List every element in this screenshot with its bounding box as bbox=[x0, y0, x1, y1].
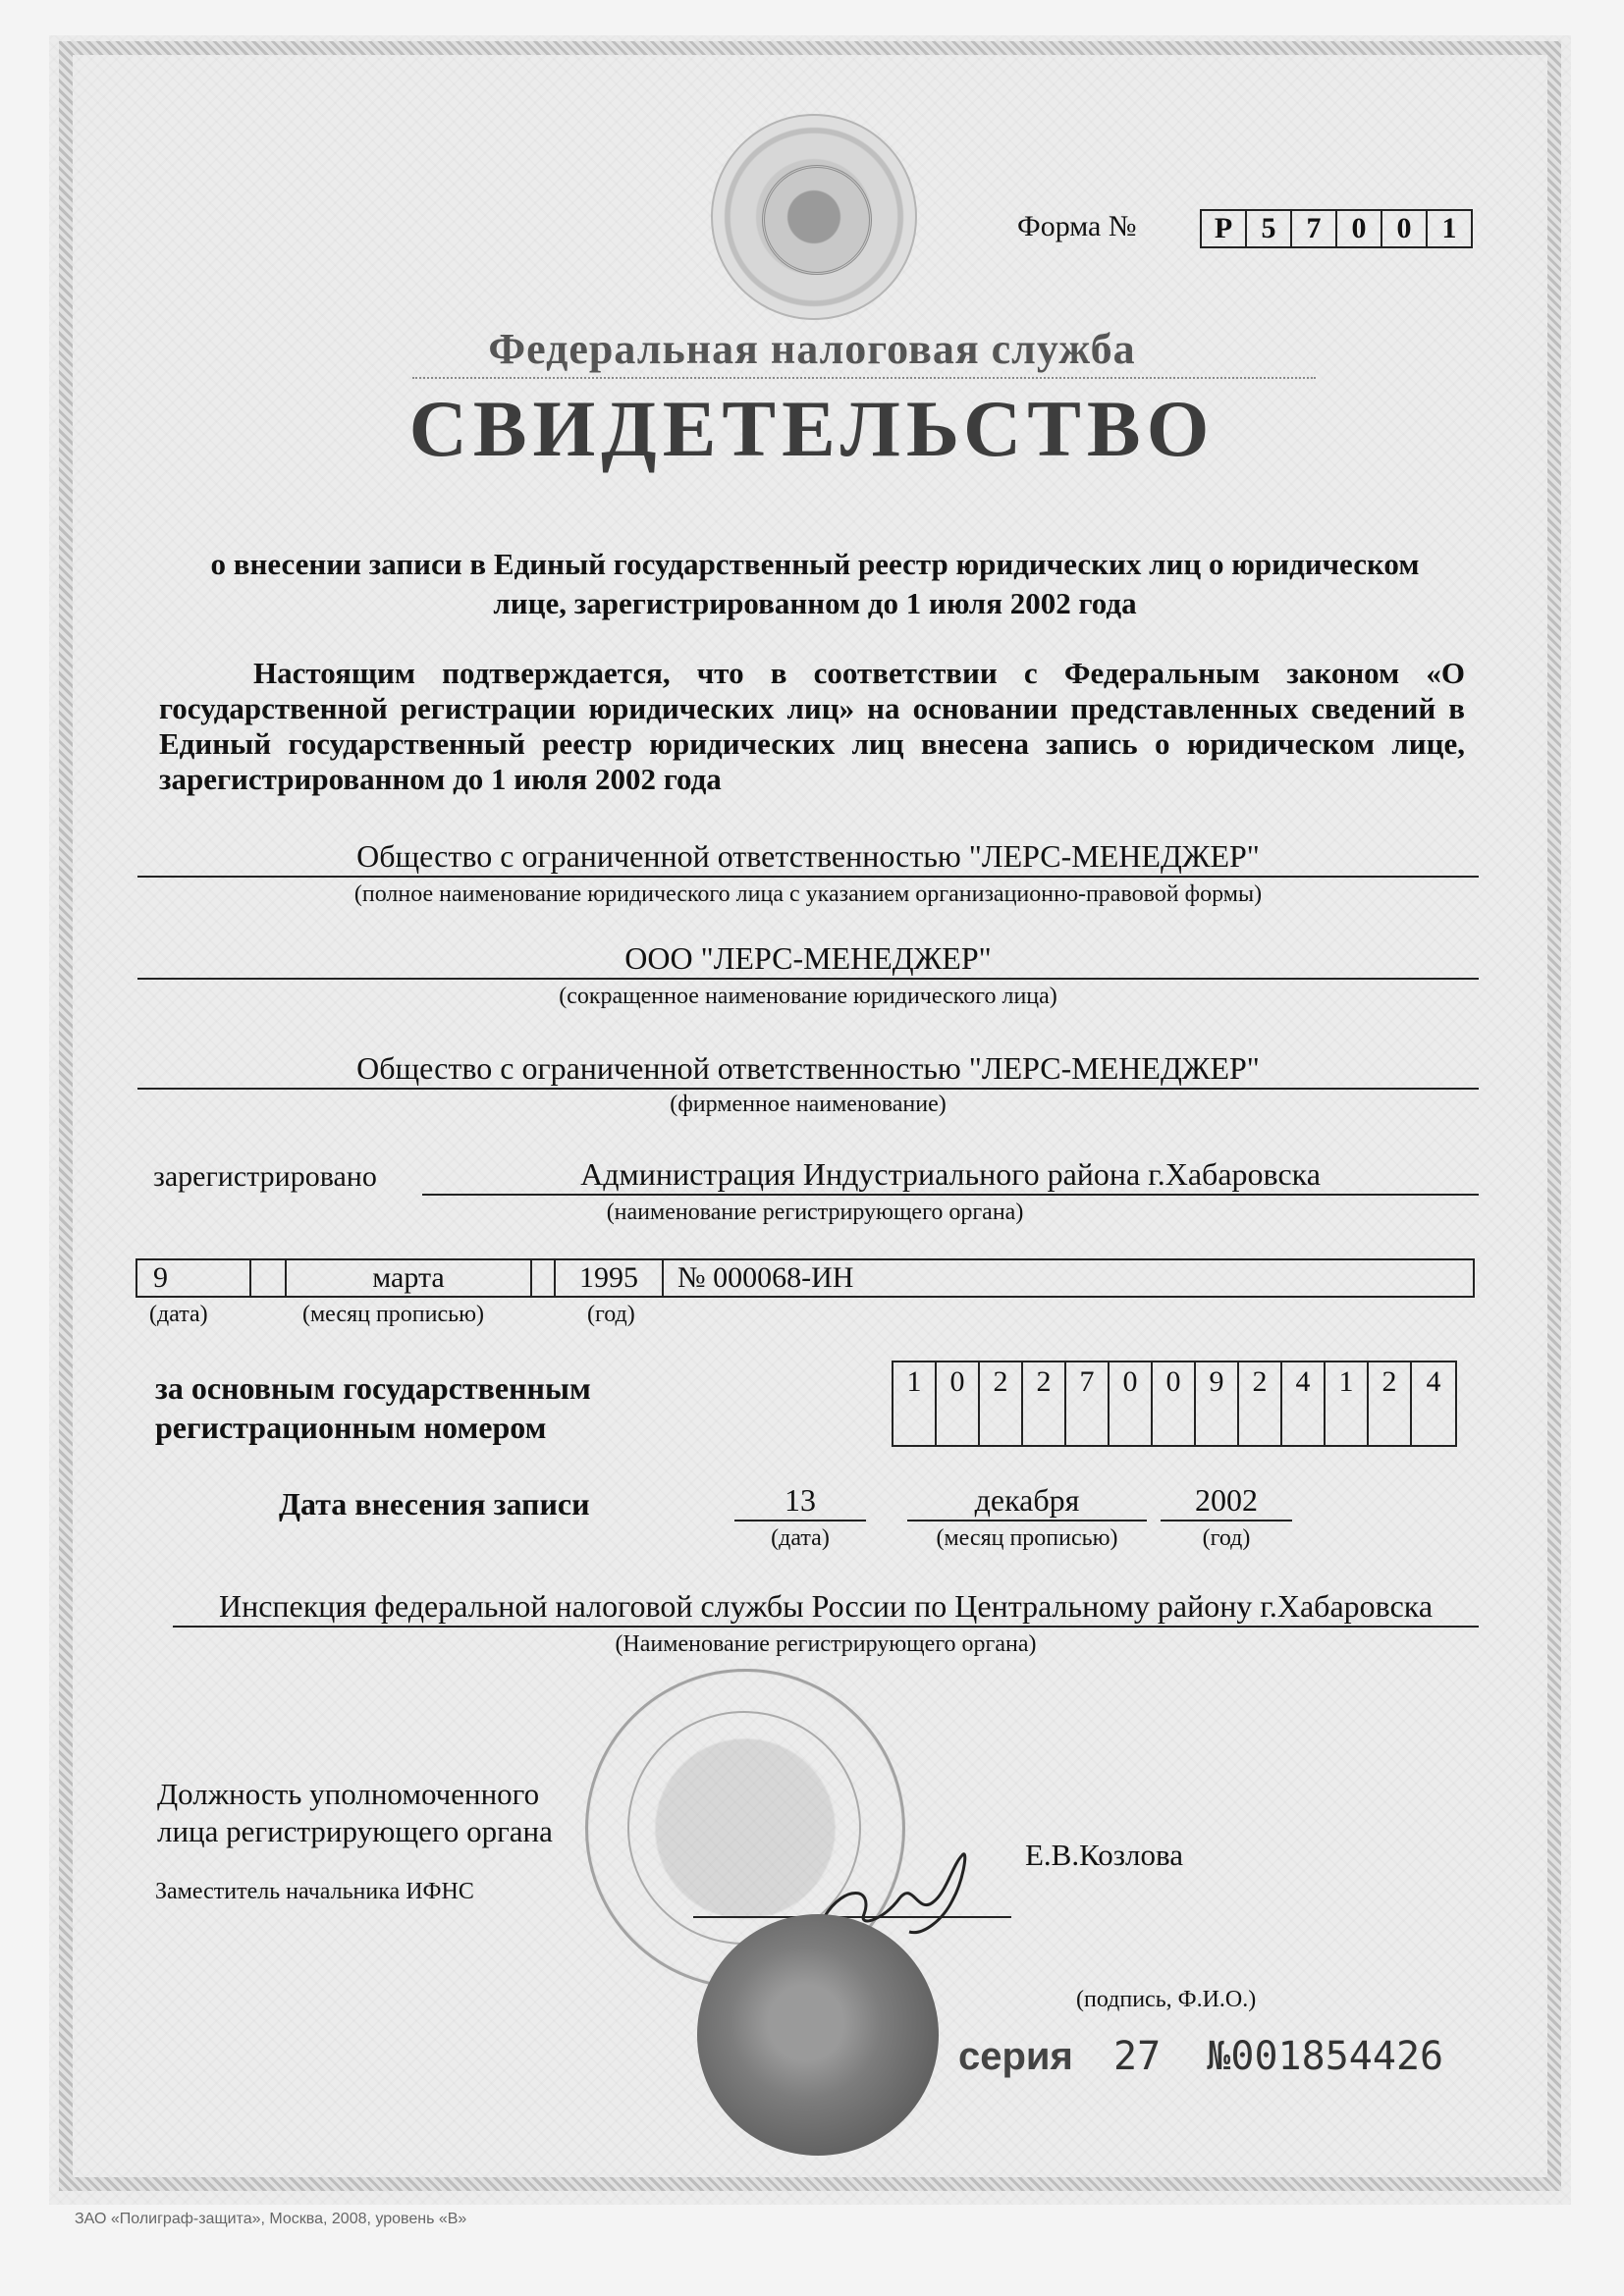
full-name-value: Общество с ограниченной ответственностью "ЛЕРС-МЕНЕДЖЕР" bbox=[137, 836, 1479, 878]
reg-year-caption: (год) bbox=[587, 1302, 635, 1327]
confirmation-paragraph: Настоящим подтверждается, что в соответствии с Федеральным законом «О государственной регистрации юридических лиц» на основании представленных сведений в Единый государственный реестр юридических лиц внесена запись о юридическом лице, зарегистрированном до 1 июля 2002 года bbox=[159, 656, 1465, 796]
date-spacer bbox=[532, 1260, 556, 1296]
agency-title: Федеральная налоговая служба bbox=[488, 325, 1136, 373]
form-digit: 1 bbox=[1441, 212, 1457, 244]
reg-number: № 000068-ИН bbox=[677, 1261, 854, 1294]
signature-line bbox=[693, 1916, 1011, 1918]
ogrn-digit: 2 bbox=[980, 1362, 1023, 1445]
firm-name-caption: (фирменное наименование) bbox=[670, 1092, 947, 1117]
ogrn-digit: 2 bbox=[1023, 1362, 1066, 1445]
ogrn-digit: 9 bbox=[1196, 1362, 1239, 1445]
registered-label: зарегистрировано bbox=[153, 1160, 377, 1193]
printer-footer: ЗАО «Полиграф-защита», Москва, 2008, уровень «В» bbox=[75, 2211, 467, 2227]
inspection-caption: (Наименование регистрирующего органа) bbox=[615, 1631, 1037, 1657]
entry-month: декабря bbox=[907, 1480, 1147, 1522]
ogrn-digit: 4 bbox=[1282, 1362, 1326, 1445]
entry-day: 13 bbox=[734, 1480, 866, 1522]
serial-number bbox=[958, 2034, 1443, 2079]
short-name-caption: (сокращенное наименование юридического лица) bbox=[559, 984, 1057, 1009]
registered-value: Администрация Индустриального района г.Хабаровска bbox=[422, 1154, 1479, 1196]
form-digit: 0 bbox=[1382, 211, 1428, 246]
reg-month: марта bbox=[287, 1260, 532, 1296]
inspection-value: Инспекция федеральной налоговой службы России по Центральному району г.Хабаровска bbox=[173, 1586, 1479, 1628]
ogrn-digit: 2 bbox=[1239, 1362, 1282, 1445]
form-digit: 5 bbox=[1247, 211, 1292, 246]
reg-day: 9 bbox=[137, 1260, 251, 1296]
registration-date-row bbox=[135, 1258, 1475, 1298]
form-digit: 7 bbox=[1292, 211, 1337, 246]
entry-day-caption: (дата) bbox=[771, 1525, 830, 1551]
ogrn-digit: 0 bbox=[1153, 1362, 1196, 1445]
ogrn-digit: 2 bbox=[1369, 1362, 1412, 1445]
form-number-boxes bbox=[1200, 209, 1473, 248]
title-divider bbox=[412, 377, 1316, 379]
serial-series: 27 bbox=[1112, 2034, 1162, 2079]
reg-year: 1995 bbox=[556, 1260, 664, 1296]
official-line1: Должность уполномоченного bbox=[157, 1777, 540, 1811]
date-spacer bbox=[251, 1260, 287, 1296]
ogrn-digit: 7 bbox=[1066, 1362, 1110, 1445]
reg-day-caption: (дата) bbox=[149, 1302, 208, 1327]
certificate-title: СВИДЕТЕЛЬСТВО bbox=[408, 384, 1216, 473]
form-number-label: Форма № bbox=[1017, 210, 1137, 242]
subtitle-line: лице, зарегистрированном до 1 июля 2002 года bbox=[493, 586, 1137, 620]
entry-year-caption: (год) bbox=[1202, 1525, 1251, 1551]
registered-caption: (наименование регистрирующего органа) bbox=[606, 1200, 1024, 1225]
ogrn-boxes bbox=[892, 1361, 1457, 1447]
certificate-subtitle bbox=[147, 545, 1483, 623]
ogrn-label-line1: за основным государственным bbox=[155, 1370, 591, 1406]
subtitle-line: о внесении записи в Единый государственный реестр юридических лиц о юридическом bbox=[210, 547, 1420, 581]
firm-name-value: Общество с ограниченной ответственностью "ЛЕРС-МЕНЕДЖЕР" bbox=[137, 1048, 1479, 1090]
ogrn-digit: 1 bbox=[893, 1362, 937, 1445]
ogrn-digit: 0 bbox=[937, 1362, 980, 1445]
entry-month-caption: (месяц прописью) bbox=[936, 1525, 1118, 1551]
short-name-value: ООО "ЛЕРС-МЕНЕДЖЕР" bbox=[137, 938, 1479, 980]
official-line2: лица регистрирующего органа bbox=[157, 1814, 553, 1848]
reg-month-caption: (месяц прописью) bbox=[302, 1302, 485, 1327]
official-name: Е.В.Козлова bbox=[1025, 1838, 1183, 1872]
ogrn-label-line2: регистрационным номером bbox=[155, 1410, 547, 1445]
form-digit: 0 bbox=[1337, 211, 1382, 246]
full-name-caption: (полное наименование юридического лица с указанием организационно-правовой формы) bbox=[353, 881, 1263, 907]
ogrn-digit: 0 bbox=[1110, 1362, 1153, 1445]
form-digit: Р bbox=[1202, 211, 1247, 246]
official-position: Заместитель начальника ИФНС bbox=[155, 1879, 474, 1904]
entry-date-label: Дата внесения записи bbox=[279, 1486, 590, 1522]
serial-no: №001854426 bbox=[1207, 2034, 1444, 2079]
ogrn-digit: 4 bbox=[1426, 1365, 1441, 1398]
emblem-icon bbox=[711, 114, 917, 320]
entry-year: 2002 bbox=[1161, 1480, 1292, 1522]
ogrn-digit: 1 bbox=[1326, 1362, 1369, 1445]
signature-caption: (подпись, Ф.И.О.) bbox=[1076, 1987, 1257, 2012]
embossed-seal-icon bbox=[697, 1914, 939, 2156]
serial-label: серия bbox=[958, 2035, 1073, 2078]
